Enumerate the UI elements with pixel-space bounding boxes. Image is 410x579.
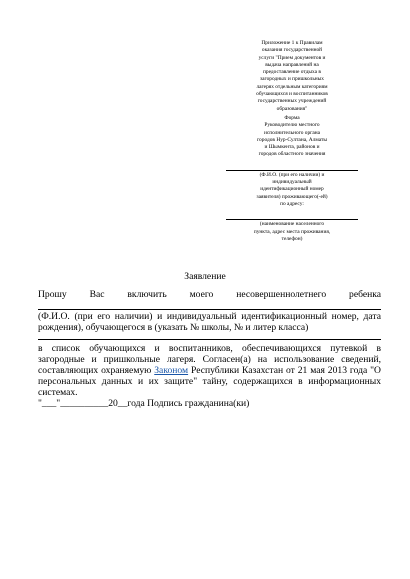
consent-paragraph [38,343,381,398]
school-fill-line [38,333,381,340]
applicant-line: (Ф.И.О. (при его наличии) и [259,171,325,178]
addressee-line: городов областного значения [258,151,326,158]
signature-line: "___"__________20__года Подпись гражданина(ки) [38,398,250,409]
application-body [38,289,381,409]
addressee-block [226,122,358,158]
addressee-line: городов Нур-Султана, Алматы [256,136,327,143]
addressee-line: Руководителю местного [264,122,320,129]
applicant-line: заявителя) проживающего(-ей) [256,193,328,200]
request-word: моего [189,289,214,300]
appendix-line: выдача направлений на [265,61,319,68]
addressee-line: исполнительного органа [263,129,321,136]
request-word: включить [127,289,167,300]
request-word: ребенка [349,289,381,300]
consent-text-start: в список обучающихся и воспитанников, обеспечивающихся путевкой в загородные и пришкольные лагеря. Согласен(а) на использование сведений, составляющих охраняемую [38,343,381,376]
address-line: пункта, адрес места проживания, [253,228,331,235]
appendix-line: Приложение 1 к Правилам [261,40,323,46]
applicant-line: идентификационный номер [260,186,324,193]
applicant-line: индивидуальный [272,179,312,186]
request-line [38,289,381,300]
child-fill-line [38,300,381,310]
child-info-text: (Ф.И.О. (при его наличии) и индивидуальный идентификационный номер, дата рождения), обучающегося в (указать № школы, № и литер класса) [38,311,381,333]
appendix-line: предоставление отдыха в [263,69,321,76]
appendix-line: лагерях отдельным категориям [256,83,328,90]
address-fill-line [226,212,358,220]
request-word: Прошу [38,289,67,300]
appendix-line: загородных и пришкольных [260,76,324,83]
document-title: Заявление [184,271,226,282]
applicant-fill-line [226,163,358,171]
form-label: Форма [284,114,300,121]
appendix-line: государственных учреждений [257,98,327,105]
appendix-block [226,40,358,113]
header-block [226,40,358,243]
law-link[interactable]: Законом [154,365,189,376]
address-line: телефон) [281,235,303,242]
appendix-line: оказания государственной [261,47,323,54]
appendix-line: услуги "Прием документов и [258,54,326,61]
applicant-line: по адресу: [280,200,304,207]
appendix-line: образования" [276,105,308,112]
appendix-line: обучающихся и воспитанников [256,91,328,98]
addressee-line: и Шымкента, районов и [264,144,320,151]
address-block [226,221,358,243]
applicant-block [226,172,358,208]
request-word: несовершеннолетнего [236,289,327,300]
request-word: Вас [89,289,105,300]
address-line: (наименование населенного [259,221,325,228]
consent-text-end: Республики Казахстан от 21 мая 2013 года "О персональных данных и их защите" тайну, содержащихся в информационных системах. [38,365,381,398]
